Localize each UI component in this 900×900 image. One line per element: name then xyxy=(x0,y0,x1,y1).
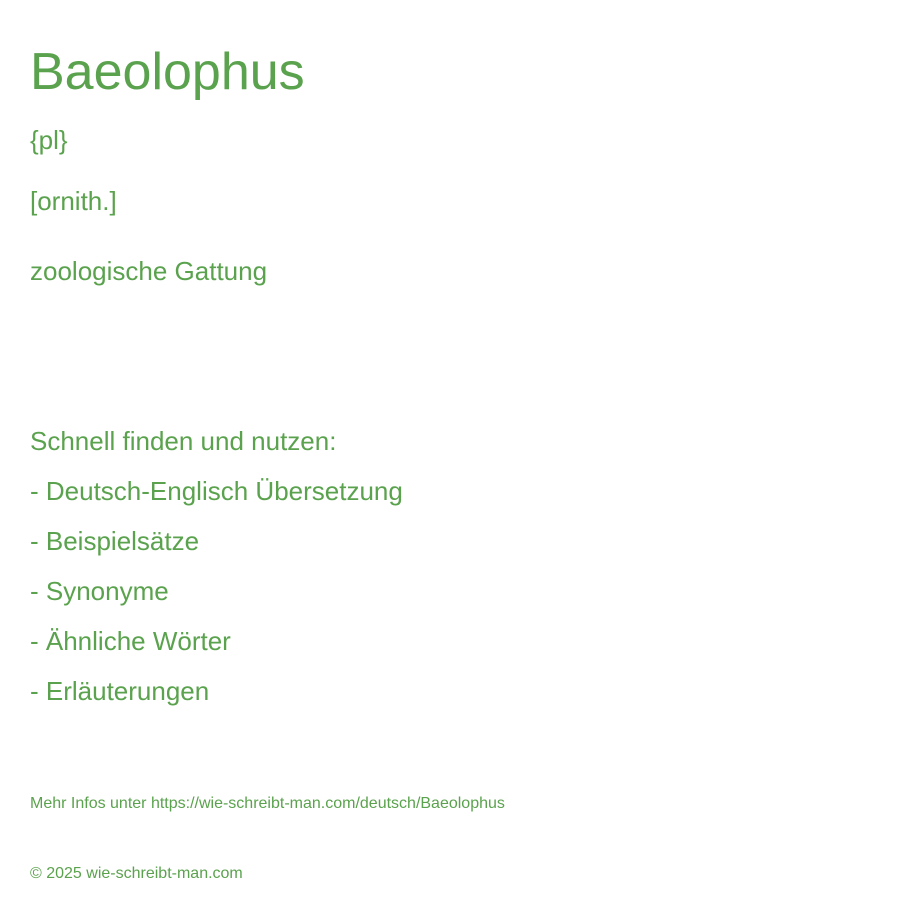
grammar-label: {pl} xyxy=(30,125,68,155)
feature-synonyms: - Synonyme xyxy=(30,576,169,606)
page-title: Baeolophus xyxy=(30,43,305,101)
feature-translation: - Deutsch-Englisch Übersetzung xyxy=(30,476,403,506)
features-heading: Schnell finden und nutzen: xyxy=(30,426,337,456)
feature-similar-words: - Ähnliche Wörter xyxy=(30,626,231,656)
more-info-text: Mehr Infos unter https://wie-schreibt-man.com/deutsch/Baeolophus xyxy=(30,795,505,812)
domain-label: [ornith.] xyxy=(30,186,117,216)
feature-example-sentences: - Beispielsätze xyxy=(30,526,200,556)
definition-text: zoologische Gattung xyxy=(30,256,268,286)
feature-explanations: - Erläuterungen xyxy=(30,676,210,706)
copyright-text: © 2025 wie-schreibt-man.com xyxy=(30,865,243,882)
